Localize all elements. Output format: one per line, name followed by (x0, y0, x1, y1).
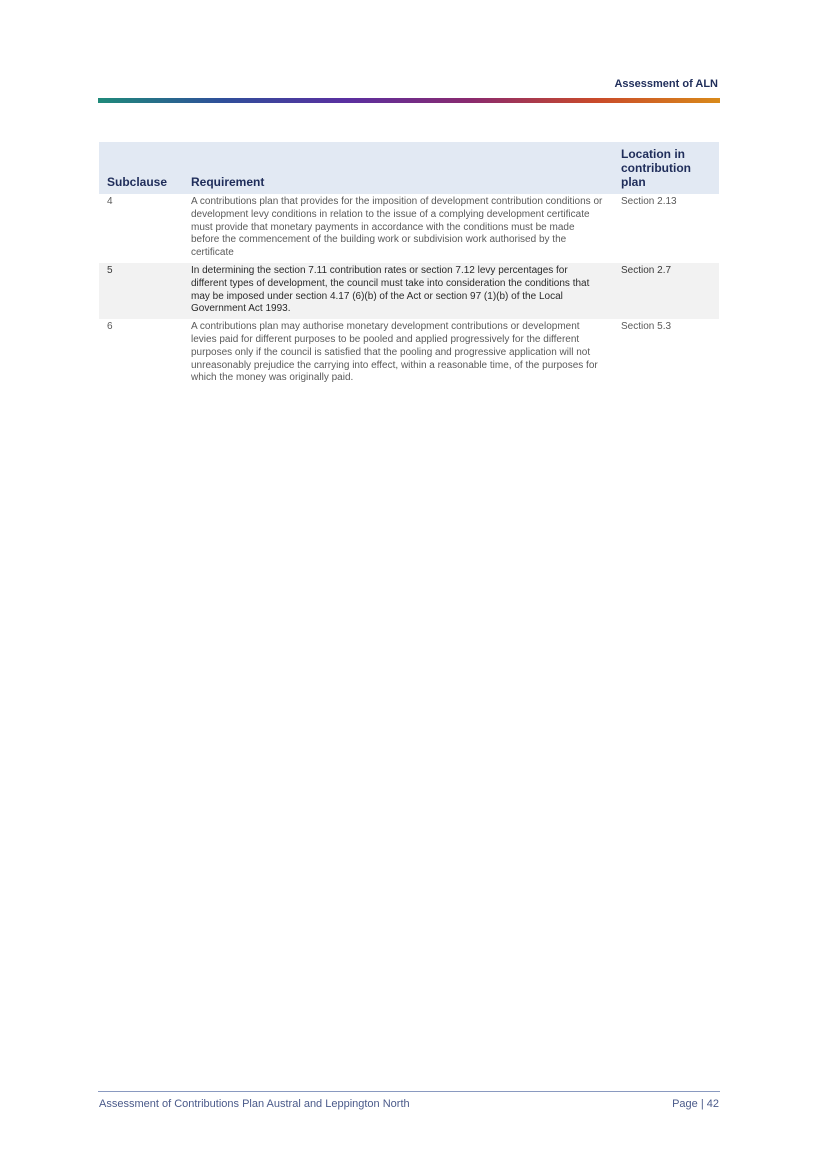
requirement-cell: A contributions plan may authorise monetary development contributions or development levies paid for different purposes to be pooled and applied progressively for the different purposes only if the council is satisfied that the pooling and progressive application will not unreasonably prejudice the carrying into effect, within a reasonable time, of the purposes for which the money was originally paid. (191, 321, 598, 384)
location-cell: Section 2.7 (613, 263, 719, 319)
table-row (99, 319, 719, 388)
footer-rule (98, 1091, 720, 1092)
subclause-cell: 6 (107, 321, 113, 333)
column-header-location: Location in contribution plan (613, 142, 719, 194)
page-number: Page | 42 (672, 1098, 719, 1110)
location-cell: Section 2.13 (621, 196, 677, 207)
table-row (99, 194, 719, 263)
column-header-requirement: Requirement (183, 142, 613, 194)
location-cell: Section 5.3 (621, 321, 672, 333)
table-row (99, 263, 719, 319)
subclause-cell: 5 (99, 263, 183, 319)
requirements-table (99, 142, 719, 388)
column-header-subclause: Subclause (99, 142, 183, 194)
subclause-cell: 4 (107, 196, 113, 207)
requirement-cell: A contributions plan that provides for the imposition of development contribution conditions or development levy conditions in relation to the issue of a complying development certificate must provide that monetary payments in accordance with the conditions must be made before the commencement of the building work or subdivision work authorised by the certificate (191, 196, 603, 259)
header-gradient-rule (98, 98, 720, 103)
running-header-title: Assessment of ALN (614, 78, 718, 90)
footer-document-title: Assessment of Contributions Plan Austral and Leppington North (99, 1098, 410, 1110)
table-header-row (99, 142, 719, 194)
requirement-cell: In determining the section 7.11 contribution rates or section 7.12 levy percentages for different types of development, the council must take into consideration the conditions that may be imposed under section 4.17 (6)(b) of the Act or section 97 (1)(b) of the Local Government Act 1993. (183, 263, 613, 319)
